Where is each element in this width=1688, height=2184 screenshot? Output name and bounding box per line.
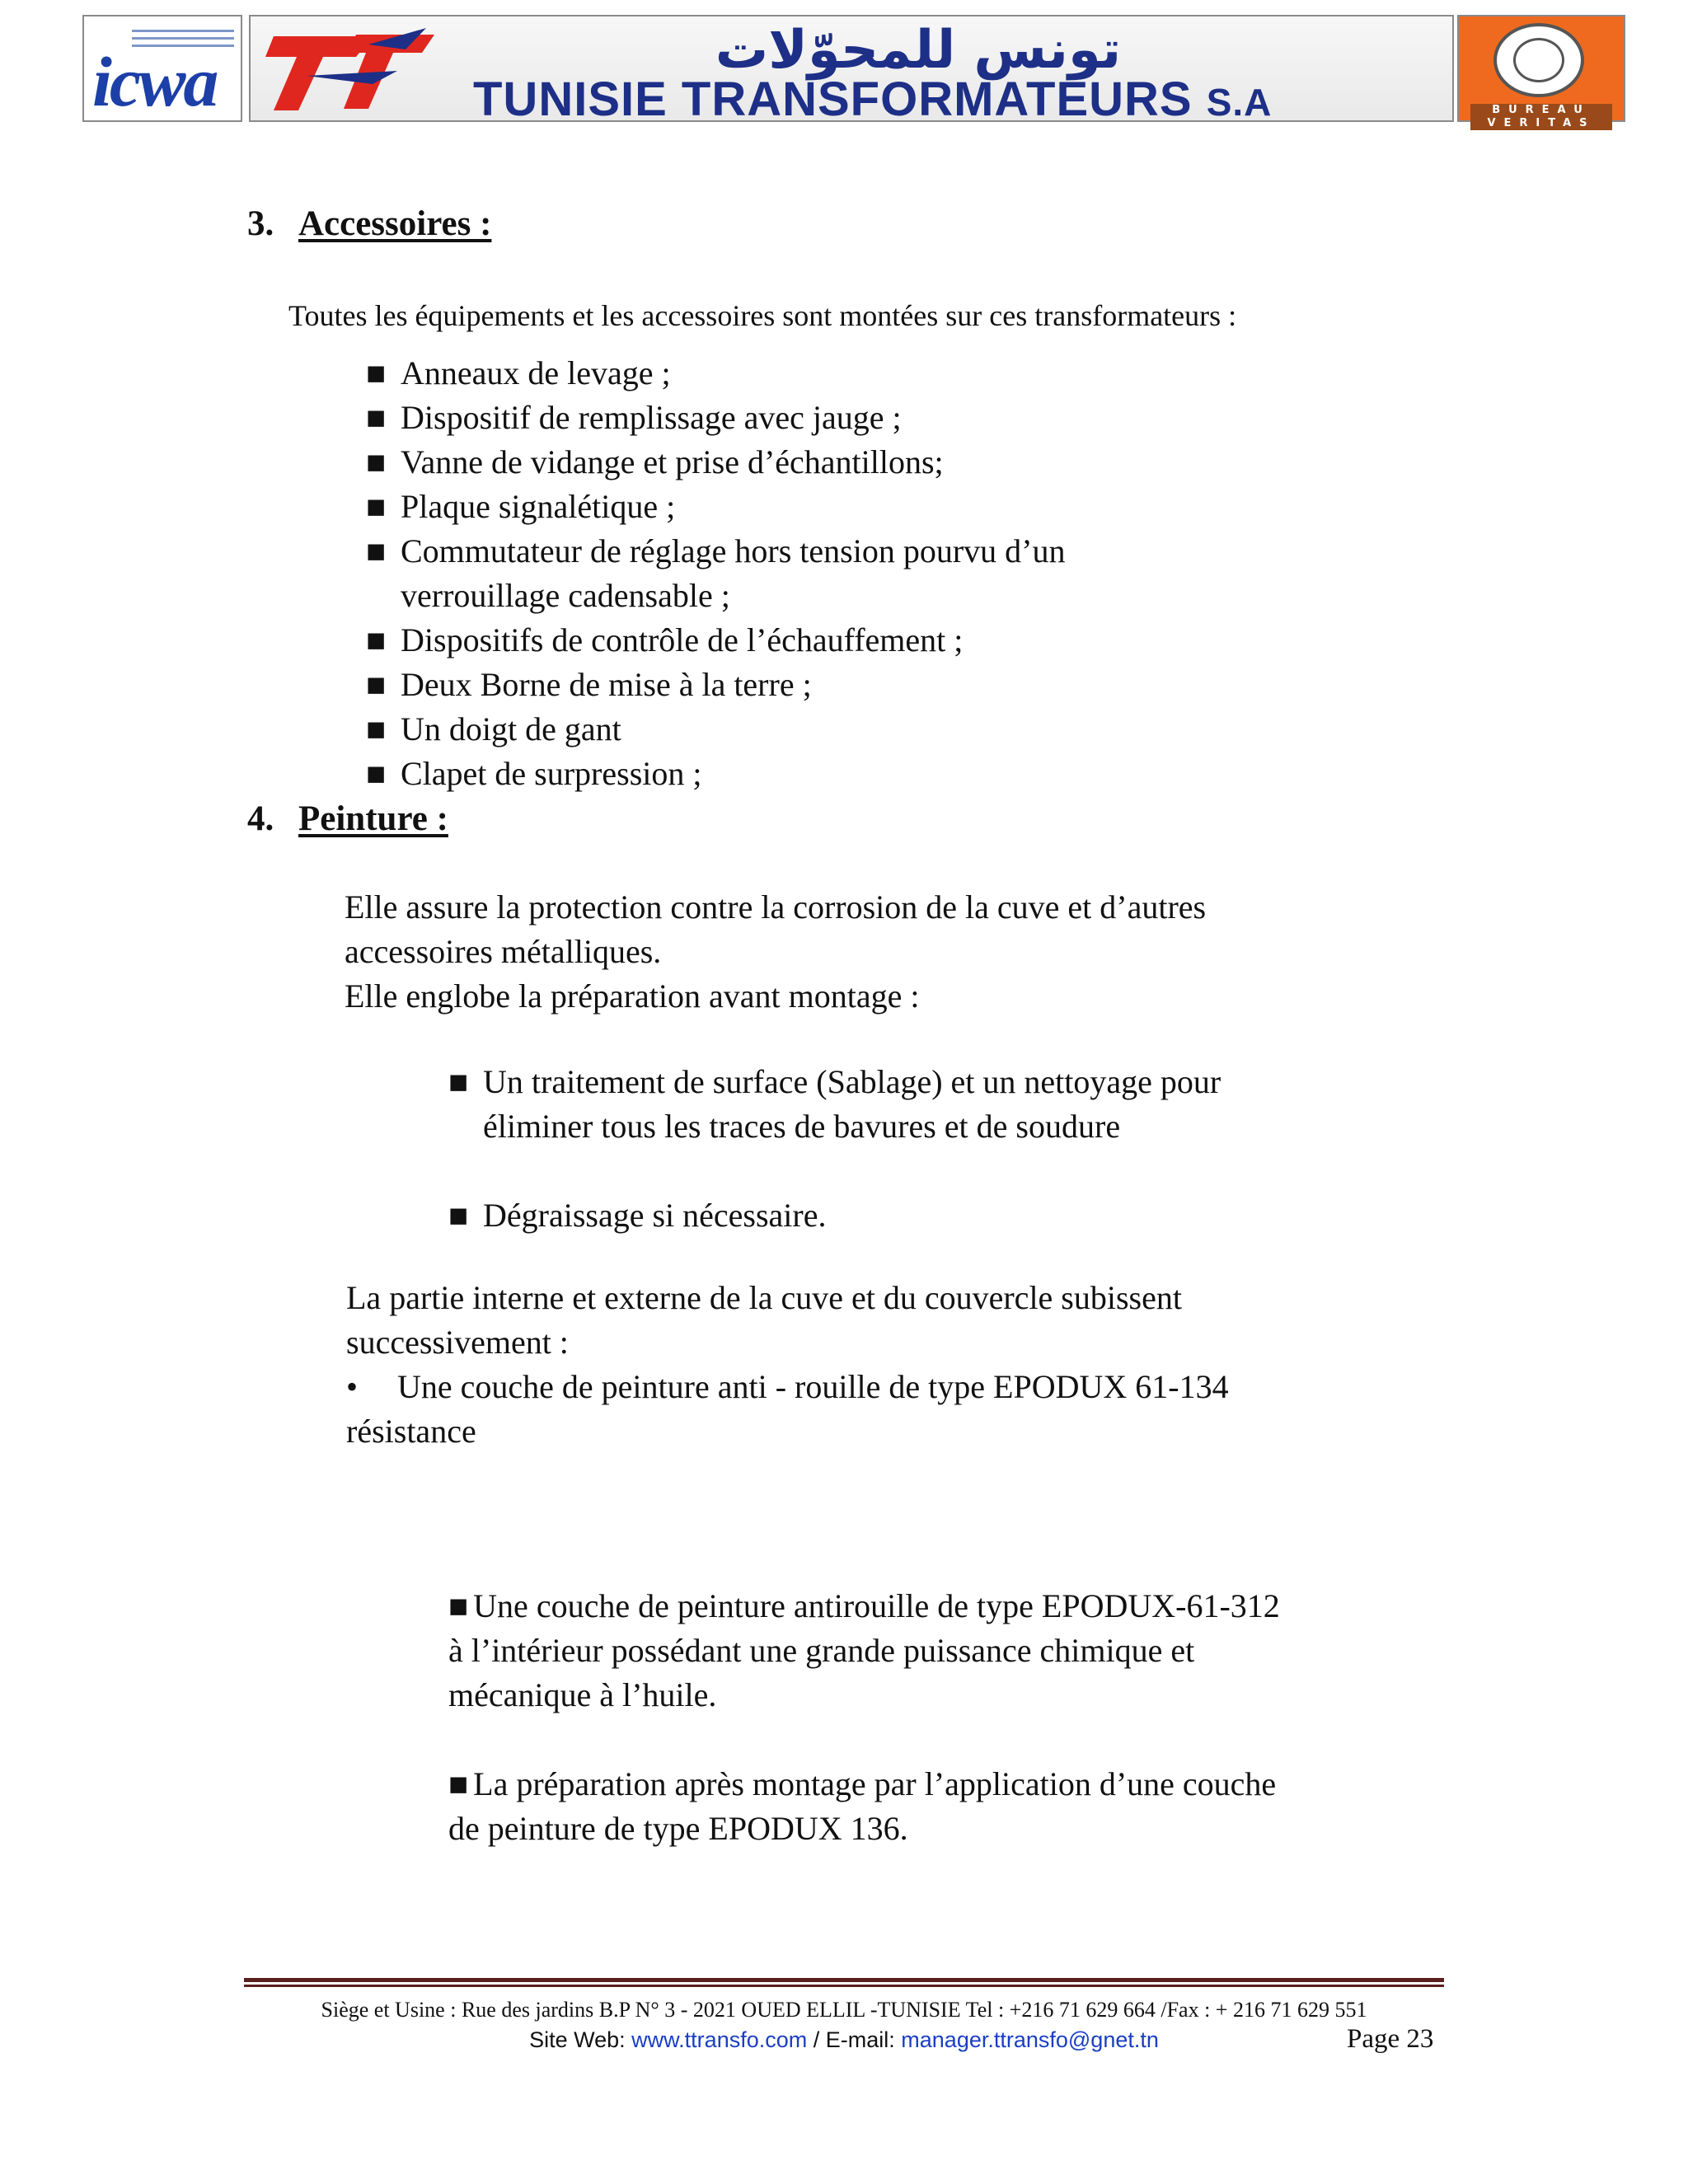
list-item: ■ Dispositif de remplissage avec jauge ; — [366, 396, 1065, 440]
list-item: ■ La préparation après montage par l’application d’une couche — [448, 1762, 1276, 1807]
email-link[interactable]: manager.ttransfo@gnet.tn — [901, 2027, 1159, 2052]
company-banner — [249, 15, 1454, 126]
section-3-number: 3. — [247, 204, 274, 243]
section-4-heading — [247, 801, 448, 837]
section-4-number: 4. — [247, 799, 274, 838]
footer-contact — [244, 2027, 1444, 2053]
icwa-logo-text: icwa — [92, 42, 217, 121]
list-item: ■ Anneaux de levage ; — [366, 351, 1065, 396]
square-bullet-icon: ■ — [448, 1765, 469, 1802]
square-bullet-icon: ■ — [366, 488, 387, 525]
list-item: ■ Clapet de surpression ; — [366, 752, 1065, 796]
section-3-heading — [247, 206, 491, 241]
square-bullet-icon: ■ — [366, 666, 387, 703]
footer-address: Siège et Usine : Rue des jardins B.P N° 3 - 2021 OUED ELLIL -TUNISIE Tel : +216 71 629 664 /Fax : + 216 71 629 551 — [321, 1998, 1367, 2022]
tt-logo-icon — [257, 20, 455, 119]
icwa-logo — [82, 15, 242, 122]
square-bullet-icon: ■ — [366, 399, 387, 436]
list-item: ■ Un traitement de surface (Sablage) et un nettoyage pour — [448, 1060, 1221, 1104]
square-bullet-icon: ■ — [366, 755, 387, 792]
accessories-list — [366, 351, 1065, 796]
list-item: ■ Dégraissage si nécessaire. — [448, 1193, 1221, 1238]
square-bullet-icon: ■ — [366, 621, 387, 658]
list-item: ■ Une couche de peinture antirouille de type EPODUX-61-312 — [448, 1584, 1280, 1629]
page-number: Page 23 — [1347, 2024, 1434, 2054]
bureau-veritas-text: BUREAU VERITAS — [1470, 104, 1612, 130]
website-link[interactable]: www.ttransfo.com — [631, 2027, 808, 2052]
prep-list — [448, 1060, 1221, 1238]
list-item: ■ Deux Borne de mise à la terre ; — [366, 663, 1065, 707]
section-3-title: Accessoires : — [298, 204, 492, 243]
square-bullet-icon: ■ — [366, 532, 387, 569]
list-item: ■ Commutateur de réglage hors tension pourvu d’un — [366, 529, 1065, 574]
list-item: ■ Vanne de vidange et prise d’échantillons; — [366, 440, 1065, 485]
coat-2-paragraph: ■ Une couche de peinture antirouille de type EPODUX-61-312 à l’intérieur possédant une grande puissance chimique et mécanique à l’huile. — [448, 1584, 1280, 1718]
paint-intro-paragraph: Elle assure la protection contre la corrosion de la cuve et d’autres accessoires métalliques. Elle englobe la préparation avant montage : — [345, 888, 1207, 1015]
company-name-arabic: تونس للمحوّلات — [715, 20, 1122, 81]
bureau-veritas-seal-icon — [1493, 23, 1584, 97]
company-name — [473, 73, 1273, 126]
square-bullet-icon: ■ — [366, 354, 387, 391]
section-3-intro: Toutes les équipements et les accessoires sont montées sur ces transformateurs : — [288, 299, 1237, 332]
square-bullet-icon: ■ — [448, 1587, 469, 1624]
square-bullet-icon: ■ — [366, 710, 387, 748]
list-item: ■ Un doigt de gant — [366, 707, 1065, 752]
paint-coats-paragraph: La partie interne et externe de la cuve et du couvercle subissent successivement : • Une couche de peinture anti - rouille de type EPODUX 61-134 résistance — [346, 1279, 1229, 1450]
list-item: ■ Plaque signalétique ; — [366, 485, 1065, 529]
coat-3-paragraph: ■ La préparation après montage par l’application d’une couche de peinture de type EPODUX 136. — [448, 1762, 1276, 1851]
footer-divider — [244, 1978, 1444, 1982]
bureau-veritas-logo — [1457, 15, 1625, 129]
company-name-text: TUNISIE TRANSFORMATEURS — [473, 73, 1193, 126]
list-item: ■ Dispositifs de contrôle de l’échauffement ; — [366, 618, 1065, 663]
list-item-continuation: verrouillage cadensable ; — [401, 577, 730, 614]
list-item: • Une couche de peinture anti - rouille de type EPODUX 61-134 — [346, 1365, 1229, 1409]
company-suffix: S.A — [1206, 81, 1273, 124]
list-item-continuation: éliminer tous les traces de bavures et de soudure — [483, 1108, 1121, 1145]
section-4-title: Peinture : — [298, 799, 448, 838]
web-label: Site Web: — [529, 2027, 626, 2052]
square-bullet-icon: ■ — [448, 1063, 469, 1100]
footer-divider-thin — [244, 1985, 1444, 1987]
square-bullet-icon: ■ — [366, 443, 387, 480]
square-bullet-icon: ■ — [448, 1197, 469, 1234]
round-bullet-icon: • — [346, 1368, 359, 1405]
email-label: / E-mail: — [813, 2027, 895, 2052]
